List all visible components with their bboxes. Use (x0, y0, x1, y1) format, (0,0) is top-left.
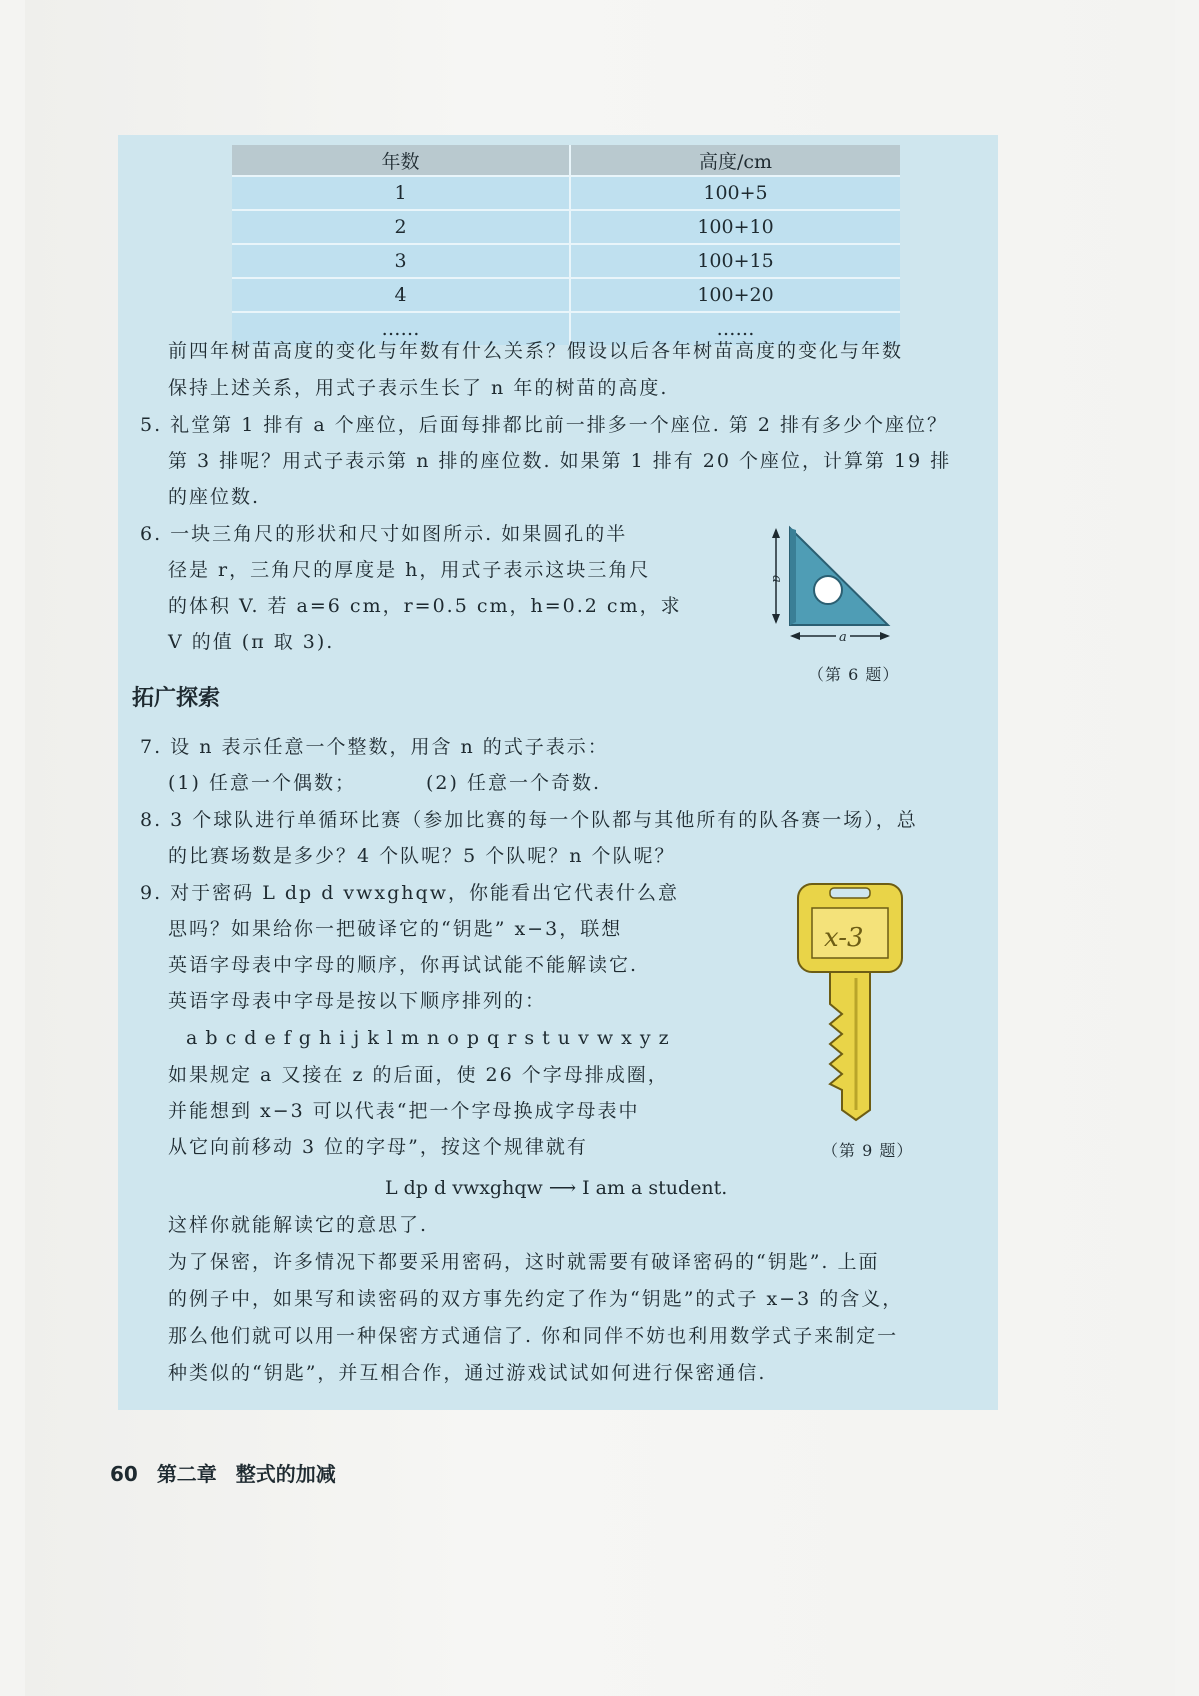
key-hole (830, 888, 870, 898)
question-6-text: V 的值 (π 取 3). (168, 631, 335, 653)
arrow-right-icon (880, 632, 890, 640)
question-6-text: 径是 r，三角尺的厚度是 h，用式子表示这块三角尺 (168, 559, 651, 581)
set-square-shape (790, 528, 888, 625)
arrow-right-icon: ⟶ (548, 1177, 577, 1199)
closing-text: 的例子中，如果写和读密码的双方事先约定了作为“钥匙”的式子 x−3 的含义， (168, 1288, 904, 1310)
table-cell: 2 (232, 210, 570, 244)
table-row (232, 244, 900, 278)
table-header-row (232, 145, 900, 176)
figure-9-caption: （第 9 题） (822, 1141, 914, 1160)
question-9-text: 从它向前移动 3 位的字母”，按这个规律就有 (168, 1136, 588, 1158)
question-4-text: 前四年树苗高度的变化与年数有什么关系？假设以后各年树苗高度的变化与年数 (168, 340, 904, 362)
arrow-left-icon (790, 632, 800, 640)
key-blade (830, 972, 870, 1120)
table-cell: 100+10 (570, 210, 900, 244)
question-9-text: 并能想到 x−3 可以代表“把一个字母换成字母表中 (168, 1100, 640, 1122)
set-square-hole (814, 576, 842, 604)
figure-6-caption: （第 6 题） (808, 665, 900, 684)
table-cell: 4 (232, 278, 570, 312)
question-8-text: 的比赛场数是多少？4 个队呢？5 个队呢？n 个队呢？ (168, 845, 676, 867)
closing-text: 种类似的“钥匙”，并互相合作，通过游戏试试如何进行保密通信. (168, 1362, 767, 1384)
cipher-plain: I am a student. (582, 1177, 728, 1199)
closing-text: 为了保密，许多情况下都要采用密码，这时就需要有破译密码的“钥匙”. 上面 (168, 1251, 880, 1273)
closing-text: 那么他们就可以用一种保密方式通信了. 你和同伴不妨也利用数学式子来制定一 (168, 1325, 899, 1347)
question-7-text: 7. 设 n 表示任意一个整数，用含 n 的式子表示： (140, 736, 609, 758)
question-9-text: 英语字母表中字母是按以下顺序排列的： (168, 990, 547, 1012)
key-label: x-3 (824, 923, 864, 953)
table-header: 年数 (232, 145, 570, 176)
question-6-text: 的体积 V. 若 a=6 cm，r=0.5 cm，h=0.2 cm，求 (168, 595, 682, 617)
table-cell: 100+5 (570, 176, 900, 210)
question-9-text: 英语字母表中字母的顺序，你再试试能不能解读它. (168, 954, 639, 976)
question-7-part-1: (1) 任意一个偶数； (168, 772, 356, 794)
question-9-text: 思吗？如果给你一把破译它的“钥匙” x−3，联想 (168, 918, 623, 940)
question-9-text: 如果规定 a 又接在 z 的后面，使 26 个字母排成圈， (168, 1064, 669, 1086)
set-square-figure (760, 520, 910, 650)
cipher-line (385, 1173, 727, 1203)
table-cell: …… (570, 312, 900, 345)
bottom-label: a (839, 630, 847, 645)
question-5-text: 5. 礼堂第 1 排有 a 个座位，后面每排都比前一排多一个座位. 第 2 排有多少个座位？ (140, 414, 948, 436)
closing-text: 这样你就能解读它的意思了. (168, 1214, 429, 1236)
alphabet-line: a b c d e f g h i j k l m n o p q r s t u v w x y z (186, 1027, 670, 1049)
table-row (232, 210, 900, 244)
question-5-text: 的座位数. (168, 486, 261, 508)
arrow-up-icon (772, 528, 780, 538)
page-footer (110, 1458, 336, 1487)
question-6-text: 6. 一块三角尺的形状和尺寸如图所示. 如果圆孔的半 (140, 523, 628, 545)
table-cell: …… (232, 312, 570, 345)
set-square-edge (790, 528, 796, 625)
chapter-label: 第二章 (156, 1462, 217, 1486)
side-label: a (769, 575, 784, 583)
table-cell: 100+20 (570, 278, 900, 312)
question-7-part-2: (2) 任意一个奇数. (426, 772, 601, 794)
table-row (232, 176, 900, 210)
question-8-text: 8. 3 个球队进行单循环比赛（参加比赛的每一个队都与其他所有的队各赛一场），总 (140, 809, 918, 831)
page-number: 60 (110, 1462, 138, 1486)
table-header: 高度/cm (570, 145, 900, 176)
arrow-down-icon (772, 614, 780, 624)
cipher-code: L dp d vwxghqw (385, 1177, 543, 1199)
table-row (232, 278, 900, 312)
question-5-text: 第 3 排呢？用式子表示第 n 排的座位数. 如果第 1 排有 20 个座位，计算第 19 排 (168, 450, 952, 472)
growth-table (232, 145, 900, 345)
table-cell: 1 (232, 176, 570, 210)
question-9-text: 9. 对于密码 L dp d vwxghqw，你能看出它代表什么意 (140, 882, 679, 904)
question-4-text: 保持上述关系，用式子表示生长了 n 年的树苗的高度. (168, 377, 669, 399)
table-cell: 3 (232, 244, 570, 278)
table-cell: 100+15 (570, 244, 900, 278)
section-heading: 拓广探索 (132, 686, 221, 711)
chapter-title: 整式的加减 (235, 1462, 336, 1486)
key-figure (790, 878, 910, 1123)
